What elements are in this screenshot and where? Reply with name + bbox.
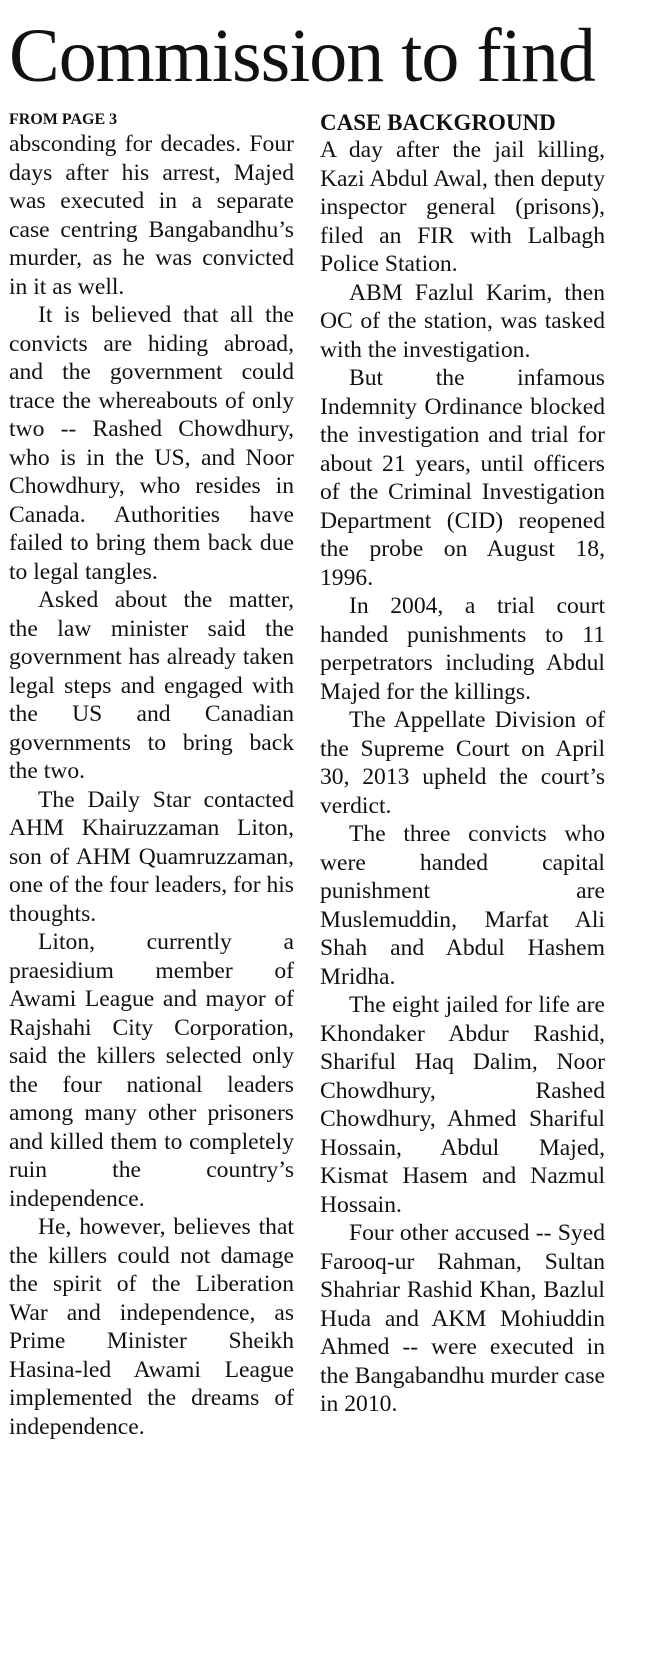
paragraph: A day after the jail killing, Kazi Abdul Awal, then deputy inspector general (prisons), filed an FIR with Lalbagh Police Station. [320, 137, 605, 277]
paragraph: Liton, currently a praesidium member of Awami League and mayor of Rajshahi City Corporation, said the killers selected only the four national leaders among many other prisoners and killed them to completely ruin the country’s independence. [9, 929, 294, 1212]
paragraph: Four other accused -- Syed Farooq-ur Rahman, Sultan Shahriar Rashid Khan, Bazlul Huda and AKM Mohiuddin Ahmed -- were executed in the Bangabandhu murder case in 2010. [320, 1220, 605, 1417]
paragraph: It is believed that all the convicts are hiding abroad, and the government could trace the whereabouts of only two -- Rashed Chowdhury, who is in the US, and Noor Chowdhury, who resides in Canada. Authorities have failed to bring them back due to legal tangles. [9, 302, 294, 585]
paragraph: The Daily Star contacted AHM Khairuzzaman Liton, son of AHM Quamruzzaman, one of the four leaders, for his thoughts. [9, 786, 294, 927]
paragraph: But the infamous Indemnity Ordinance blocked the investigation and trial for about 21 years, until officers of the Criminal Investigation Department (CID) reopened the probe on August 18, 1996. [320, 365, 605, 591]
paragraph: The three convicts who were handed capital punishment are Muslemuddin, Marfat Ali Shah and Abdul Hashem Mridha. [320, 821, 605, 990]
right-column [320, 110, 605, 1419]
paragraph: The eight jailed for life are Khondaker Abdur Rashid, Shariful Haq Dalim, Noor Chowdhury, Rashed Chowdhury, Ahmed Shariful Hossain, Abdul Majed, Kismat Hasem and Nazmul Hossain. [320, 992, 605, 1218]
paragraph: Asked about the matter, the law minister said the government has already taken legal steps and engaged with the US and Canadian governments to bring back the two. [9, 587, 294, 784]
paragraph: ABM Fazlul Karim, then OC of the station, was tasked with the investigation. [320, 279, 605, 363]
paragraph: In 2004, a trial court handed punishments to 11 perpetrators including Abdul Majed for the killings. [320, 593, 605, 705]
jump-label: FROM PAGE 3 [9, 111, 118, 128]
left-column [9, 110, 294, 1441]
paragraph: The Appellate Division of the Supreme Court on April 30, 2013 upheld the court’s verdict. [320, 707, 605, 819]
paragraph: He, however, believes that the killers could not damage the spirit of the Liberation War and independence, as Prime Minister Sheikh Hasina-led Awami League implemented the dreams of independence. [9, 1214, 294, 1440]
headline: Commission to find [9, 14, 595, 98]
paragraph: absconding for decades. Four days after his arrest, Majed was executed in a separate case centring Bangabandhu’s murder, as he was convicted in it as well. [9, 131, 294, 300]
section-label: CASE BACKGROUND [320, 110, 556, 135]
